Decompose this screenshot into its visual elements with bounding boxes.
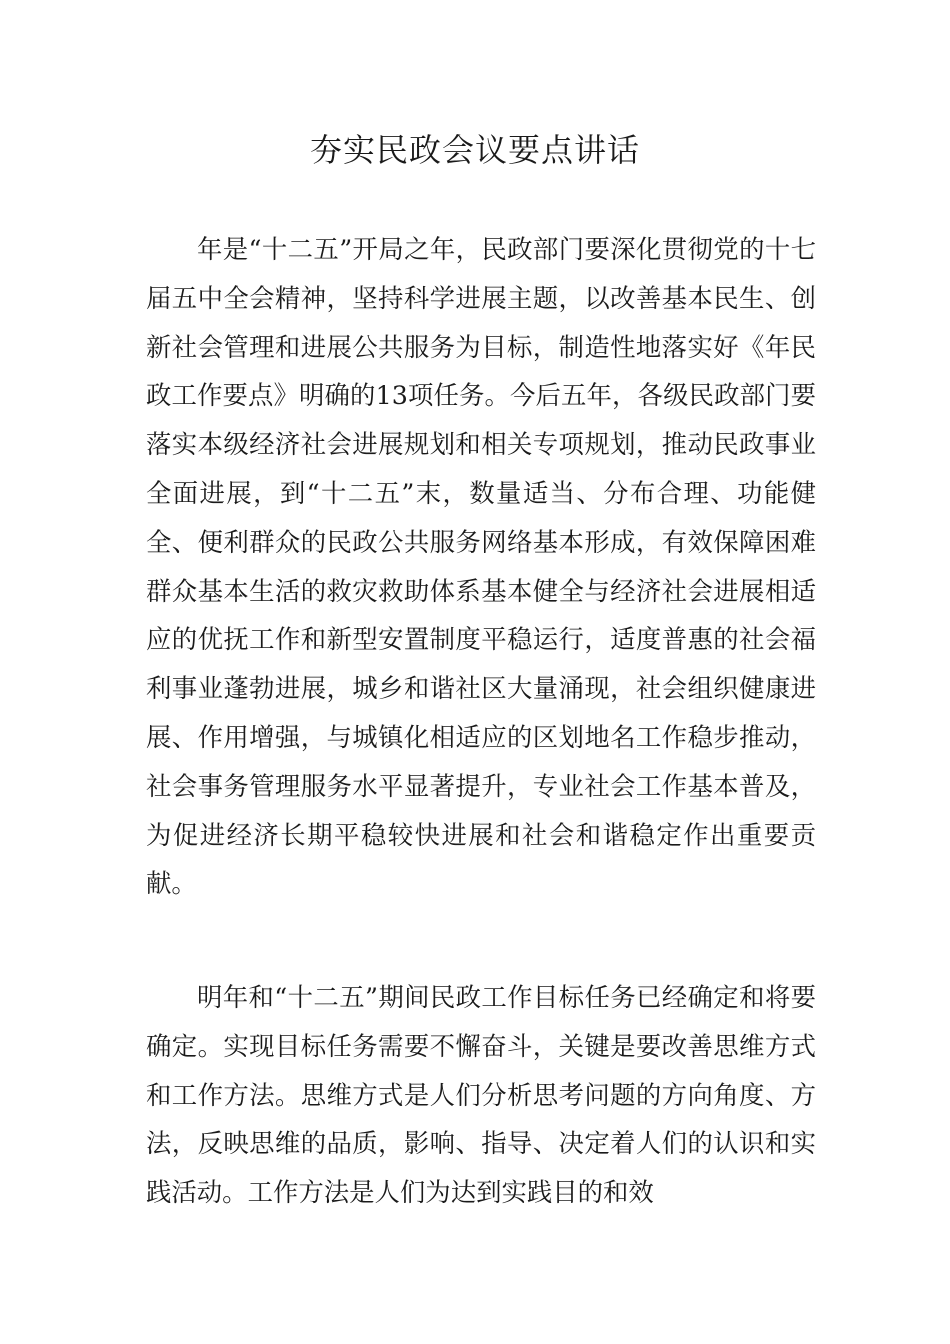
document-title: 夯实民政会议要点讲话	[309, 131, 640, 169]
paragraph-1: 年是“十二五”开局之年，民政部门要深化贯彻党的十七届五中全会精神，坚持科学进展主题，以改善基本民生、创新社会管理和进展公共服务为目标，制造性地落实好《年民政工作要点》明确的13项任务。今后五年，各级民政部门要落实本级经济社会进展规划和相关专项规划，推动民政事业全面进展，到“十二五”末，数量适当、分布合理、功能健全、便利群众的民政公共服务网络基本形成，有效保障困难群众基本生活的救灾救助体系基本健全与经济社会进展相适应的优抚工作和新型安置制度平稳运行，适度普惠的社会福利事业蓬勃进展，城乡和谐社区大量涌现，社会组织健康进展、作用增强，与城镇化相适应的区划地名工作稳步推动，社会事务管理服务水平显著提升，专业社会工作基本普及，为促进经济长期平稳较快进展和社会和谐稳定作出重要贡献。	[146, 234, 816, 899]
paragraph-2: 明年和“十二五”期间民政工作目标任务已经确定和将要确定。实现目标任务需要不懈奋斗，关键是要改善思维方式和工作方法。思维方式是人们分析思考问题的方向角度、方法，反映思维的品质，影响、指导、决定着人们的认识和实践活动。工作方法是人们为达到实践目的和效	[146, 982, 816, 1208]
